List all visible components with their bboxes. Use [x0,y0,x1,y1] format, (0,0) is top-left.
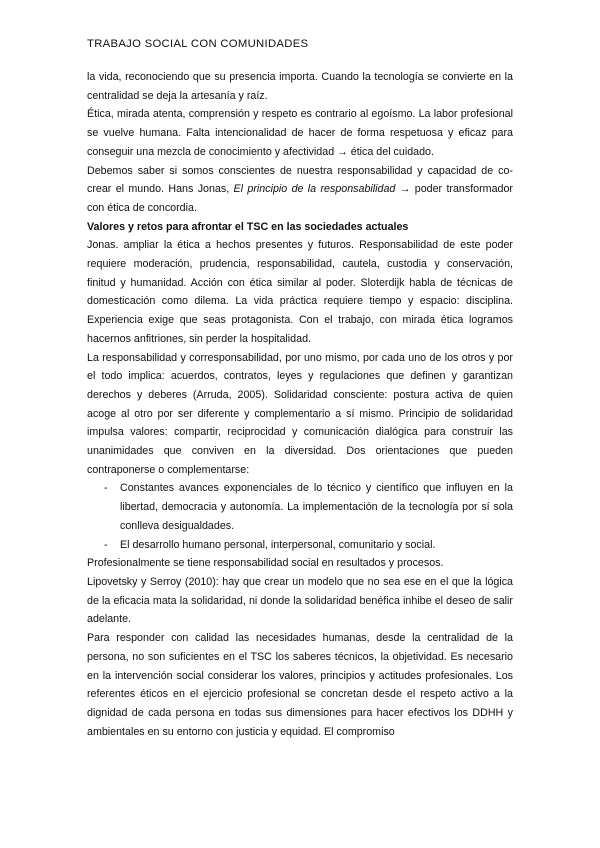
paragraph-3-text-end: → poder transformador con ética de concordia. [87,183,513,214]
document-body [87,68,513,741]
bullet-list [87,479,513,554]
section-heading: Valores y retos para afrontar el TSC en las sociedades actuales [87,220,409,233]
paragraph-2: Ética, mirada atenta, comprensión y respeto es contrario al egoísmo. La labor profesional se vuelve humana. Falta intencionalidad de hacer de forma respetuosa y eficaz para conseguir una mezcla de conocimiento y afectividad → ética del cuidado. [87,108,513,158]
book-title: El principio de la responsabilidad [233,183,396,196]
list-item [87,479,513,535]
paragraph-6: Profesionalmente se tiene responsabilidad social en resultados y procesos. [87,557,444,570]
paragraph-1: la vida, reconociendo que su presencia importa. Cuando la tecnología se convierte en la centralidad se deja la artesanía y raíz. [87,71,513,102]
paragraph-8: Para responder con calidad las necesidades humanas, desde la centralidad de la persona, no son suficientes en el TSC los saberes técnicos, la objetividad. Es necesario en la intervención social considerar los valores, principios y actitudes profesionales. Los referentes éticos en el ejercicio profesional se concretan desde el respeto activo a la dignidad de cada persona en todas sus dimensiones para hacer efectivos los DDHH y ambientales en su entorno con justicia y equidad. El compromiso [87,632,513,738]
list-item-text: El desarrollo humano personal, interpersonal, comunitario y social. [120,538,436,551]
list-item-text: Constantes avances exponenciales de lo técnico y científico que influyen en la libertad, democracia y autonomía. La implementación de la tecnología por sí sola conlleva desigualdades. [120,482,513,532]
running-header: TRABAJO SOCIAL CON COMUNIDADES [87,38,309,50]
paragraph-4: Jonas. ampliar la ética a hechos presentes y futuros. Responsabilidad de este poder requiere moderación, prudencia, responsabilidad, cautela, custodia y conservación, finitud y humanidad. Acción con ética similar al poder. Sloterdijk habla de técnicas de domesticación como dilema. La vida práctica requiere tiempo y espacio: disciplina. Experiencia exige que seas protagonista. Con el trabajo, con mirada ética logramos hacernos anfitriones, sin perder la hospitalidad. [87,239,513,345]
paragraph-3-text-start: Debemos saber si somos conscientes de nuestra responsabilidad y capacidad de co-crear el mundo. Hans Jonas, [87,164,513,196]
dash-bullet: - [104,482,108,495]
paragraph-3 [87,162,513,218]
list-item [87,536,513,555]
paragraph-7: Lipovetsky y Serroy (2010): hay que crear un modelo que no sea ese en el que la lógica de la eficacia mata la solidaridad, ni donde la solidaridad benéfica inhibe el deseo de salir adelante. [87,575,513,626]
dash-bullet: - [104,538,108,551]
paragraph-5: La responsabilidad y corresponsabilidad, por uno mismo, por cada uno de los otros y por el todo implica: acuerdos, contratos, leyes y regulaciones que definen y garantizan derechos y deberes (Arruda, 2005). Solidaridad consciente: postura activa de quien acoge al otro por ser diferente y complementario a sí mismo. Principio de solidaridad impulsa valores: compartir, reciprocidad y comunicación dialógica para construir las unanimidades que conviven en la diversidad. Dos orientaciones que pueden contraponerse o complementarse: [87,351,513,476]
